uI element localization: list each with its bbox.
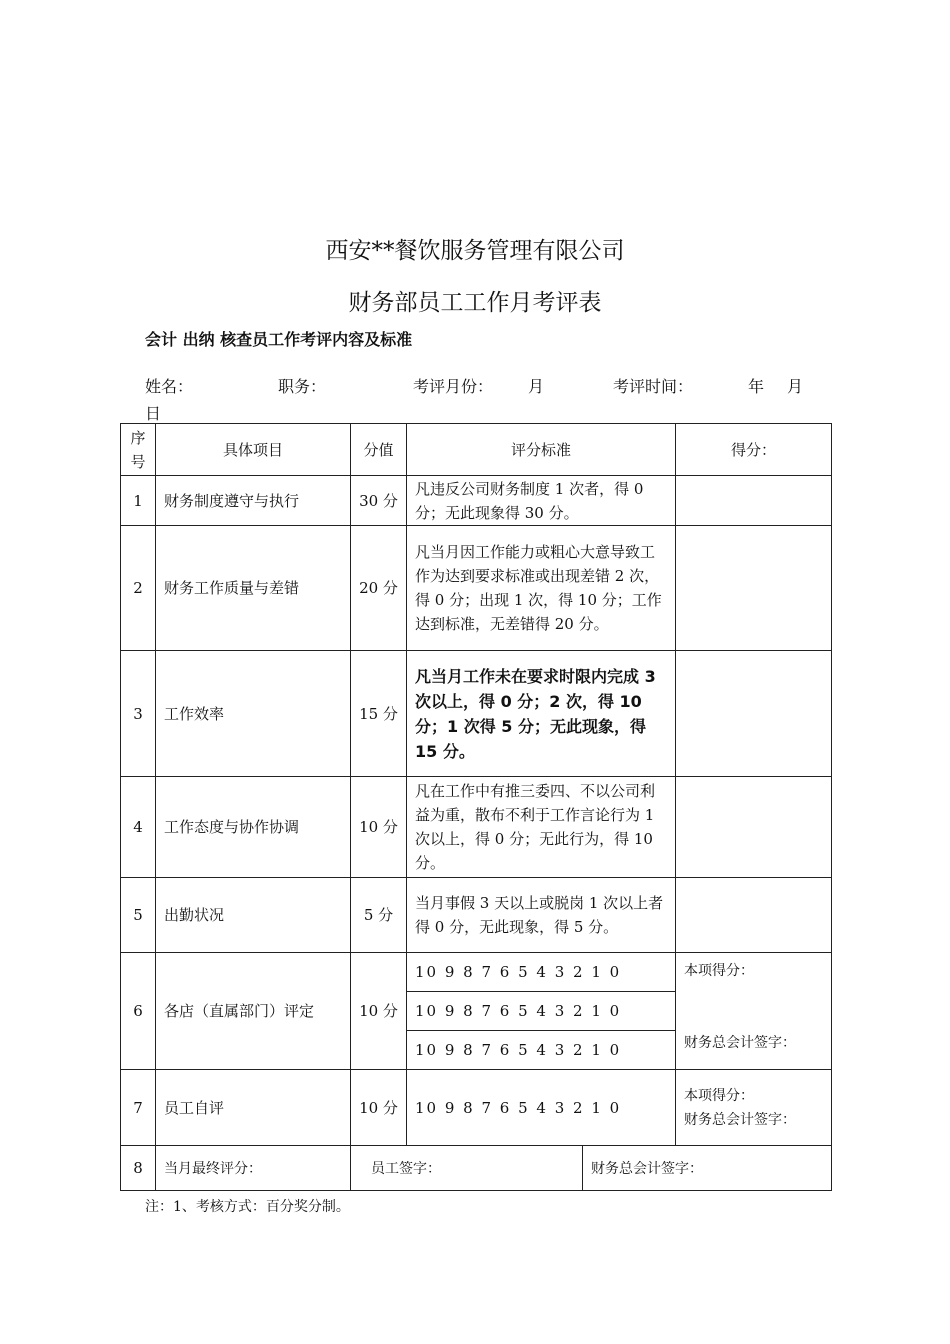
score-scale[interactable]: 10 9 8 7 6 5 4 3 2 1 0 [407,953,676,992]
header-criteria: 评分标准 [407,424,676,476]
row-item: 工作效率 [156,651,351,777]
row7-result-cell[interactable] [676,1070,832,1146]
row-no: 7 [121,1070,156,1146]
cfo-sign-label[interactable]: 财务总会计签字： [583,1146,832,1191]
row-criteria: 凡当月工作未在要求时限内完成 3 次以上，得 0 分；2 次，得 10 分；1 次得 5 分；无此现象，得 15 分。 [407,651,676,777]
time-label: 考评时间： [613,377,694,396]
form-title: 财务部员工工作月考评表 [348,290,602,316]
row-item: 财务制度遵守与执行 [156,476,351,526]
row-no: 6 [121,953,156,1070]
item-score-label: 本项得分： [684,963,754,979]
table-row [121,651,832,777]
row-no: 2 [121,526,156,651]
month-unit-2: 月 [787,377,804,396]
row-result-cell[interactable] [676,526,832,651]
row-no: 1 [121,476,156,526]
row-result-cell[interactable] [676,476,832,526]
position-label: 职务： [278,377,327,396]
row-no: 3 [121,651,156,777]
row6-result-cell[interactable] [676,953,832,1070]
row-score: 20 分 [351,526,407,651]
row-item: 出勤状况 [156,878,351,953]
row-criteria: 凡当月因工作能力或粗心大意导致工作为达到要求标准或出现差错 2 次，得 0 分；出现 1 次，得 10 分；工作达到标准，无差错得 20 分。 [407,526,676,651]
final-row-table [120,1145,832,1191]
row-score: 10 分 [351,953,407,1070]
row-result-cell[interactable] [676,878,832,953]
score-scale[interactable]: 10 9 8 7 6 5 4 3 2 1 0 [407,1031,676,1070]
row-criteria: 当月事假 3 天以上或脱岗 1 次以上者得 0 分，无此现象，得 5 分。 [407,878,676,953]
row-score: 10 分 [351,1070,407,1146]
table-row [121,476,832,526]
row-score: 5 分 [351,878,407,953]
score-scale[interactable]: 10 9 8 7 6 5 4 3 2 1 0 [407,992,676,1031]
footnote: 注：1、考核方式：百分奖分制。 [145,1199,350,1215]
final-score-label[interactable]: 当月最终评分： [156,1146,351,1191]
table-header-row [121,424,832,476]
row-no: 8 [121,1146,156,1191]
name-label: 姓名： [145,377,194,396]
row-score: 15 分 [351,651,407,777]
month-label: 考评月份： [413,377,494,396]
table-row [121,878,832,953]
row-score: 10 分 [351,777,407,878]
header-item: 具体项目 [156,424,351,476]
table-row [121,526,832,651]
row-no: 5 [121,878,156,953]
row-criteria: 凡违反公司财务制度 1 次者，得 0 分；无此现象得 30 分。 [407,476,676,526]
item-score-label: 本项得分： [684,1087,754,1104]
table-row-6 [121,953,832,992]
header-result: 得分： [676,424,832,476]
row-score: 30 分 [351,476,407,526]
row-item: 财务工作质量与差错 [156,526,351,651]
evaluation-table [120,423,832,1146]
score-scale[interactable]: 10 9 8 7 6 5 4 3 2 1 0 [407,1070,676,1146]
row-criteria: 凡在工作中有推三委四、不以公司利益为重，散布不利于工作言论行为 1 次以上，得 0 分；无此行为，得 10 分。 [407,777,676,878]
row-result-cell[interactable] [676,651,832,777]
header-no: 序号 [121,424,156,476]
form-subtitle: 会计 出纳 核查员工作考评内容及标准 [145,330,413,349]
company-title: 西安**餐饮服务管理有限公司 [325,238,625,264]
employee-sign-label[interactable]: 员工签字： [351,1146,583,1191]
table-row-7 [121,1070,832,1146]
row-item: 各店（直属部门）评定 [156,953,351,1070]
cfo-sign-label: 财务总会计签字： [684,1111,796,1128]
row-result-cell[interactable] [676,777,832,878]
header-score: 分值 [351,424,407,476]
day-unit: 日 [145,404,162,423]
row-no: 4 [121,777,156,878]
table-row [121,777,832,878]
month-unit: 月 [528,377,545,396]
cfo-sign-label: 财务总会计签字： [684,1035,796,1051]
row-item: 工作态度与协作协调 [156,777,351,878]
row-item: 员工自评 [156,1070,351,1146]
table-row-8 [121,1146,832,1191]
year-unit: 年 [748,377,765,396]
